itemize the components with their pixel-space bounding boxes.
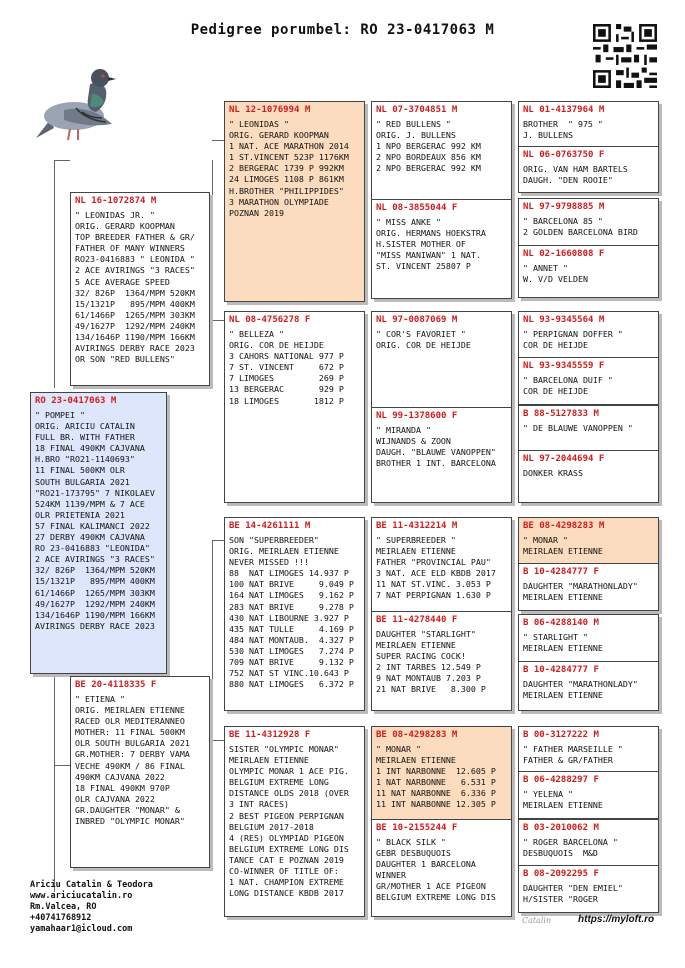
pigeon-details: SON "SUPERBREEDER" ORIG. MEIRLAEN ETIENNE NEVER MISSED !!! 88 NAT LIMOGES 14.937 P 100 NAT BRIVE 9.049 P 164 NAT LIMOGES 9.162 P 283 NAT BRIVE 9.278 P 430 NAT LIBOURNE 3.927 P 435 NAT TULLE 4.169 P 484 NAT MONTAUB. 4.327 P 530 NAT LIMOGES 7.274 P 709 NAT BRIVE 9.132 P 752 NAT ST VINC.10.643 P 880 NAT LIMOGES 6.372 P: [229, 535, 354, 690]
ring-number: B 06-4288297 F: [523, 775, 599, 785]
pigeon-details: " BLACK SILK " GEBR DESBUQUOIS DAUGHTER 1 BARCELONA WINNER GR/MOTHER 1 ACE PIGEON BELGIUM EXTREME LONG DIS: [376, 837, 496, 903]
signature: Catalin: [522, 916, 552, 925]
pigeon-details: " COR'S FAVORIET " ORIG. COR DE HEIJDE: [376, 329, 471, 351]
owner-contact: Ariciu Catalin & Teodora www.ariciucatalin.ro Rm.Valcea, RO +40741768912 yamahaar1@icloud.com: [30, 880, 153, 934]
ring-number: B 10-4284777 F: [523, 567, 599, 577]
column5-block-1: [518, 101, 659, 193]
ring-number: BE 08-4298283 M: [523, 521, 605, 531]
connector-line: [54, 674, 55, 892]
dam-card[interactable]: [70, 676, 210, 868]
ring-number: BE 14-4261111 M: [229, 521, 311, 531]
page-title: Pedigree porumbel: RO 23-0417063 M: [190, 22, 495, 38]
ring-number: NL 07-3704851 M: [376, 105, 458, 115]
connector-line: [54, 160, 70, 161]
ring-number: BE 11-4278440 F: [376, 615, 458, 625]
pigeon-card[interactable]: [519, 866, 658, 912]
pigeon-details: " POMPEI " ORIG. ARICIU CATALIN FULL BR. WITH FATHER 18 FINAL 490KM CAJVANA H.BRO "RO21-1140693" 11 FINAL 500KM OLR SOUTH BULGARIA 2021 "RO21-173795" 7 NIKOLAEV 524KM 1139/MPM & 7 ACE OLR PRIETENIA 2021 57 FINAL KALIMANCI 2022 27 DERBY 490KM CAJVANA RO 23-0416883 "LEONIDA" 2 ACE AVIRINGS "3 RACES" 32/ 826P 1364/MPM 520KM 15/1321P 895/MPM 400KM 61/1466P 1265/MPM 303KM 49/1627P 1292/MPM 240KM 134/1646P 1190/MPM 166KM AVIRINGS DERBY RACE 2023: [35, 410, 155, 631]
pigeon-card[interactable]: [372, 727, 511, 819]
pigeon-card[interactable]: [519, 662, 658, 710]
pigeon-card[interactable]: [519, 102, 658, 146]
ring-number: BE 10-2155244 F: [376, 823, 458, 833]
dam-sire-card[interactable]: [224, 517, 365, 711]
pigeon-card[interactable]: [519, 358, 658, 404]
sire-card[interactable]: [70, 192, 210, 386]
column5-block-8: [518, 819, 659, 913]
connector-line: [212, 740, 224, 741]
connector-line: [212, 540, 224, 541]
ring-number: NL 01-4137964 M: [523, 105, 605, 115]
connector-line: [212, 540, 213, 740]
pigeon-details: " BARCELONA DUIF " COR DE HEIJDE: [523, 375, 613, 397]
ring-number: BE 20-4118335 F: [75, 680, 157, 690]
column4-block-2: [371, 311, 512, 503]
ring-number: NL 12-1076994 M: [229, 105, 311, 115]
connector-line: [54, 765, 70, 766]
ring-number: NL 97-0087069 M: [376, 315, 458, 325]
column5-block-7: [518, 726, 659, 819]
pigeon-details: " FATHER MARSEILLE " FATHER & GR/FATHER: [523, 744, 623, 766]
pigeon-details: DONKER KRASS: [523, 468, 583, 478]
pigeon-card[interactable]: [519, 312, 658, 357]
pigeon-card[interactable]: [372, 312, 511, 407]
column5-block-3: [518, 311, 659, 405]
pigeon-card[interactable]: [519, 772, 658, 818]
website-link[interactable]: https://myloft.ro: [578, 914, 655, 925]
connector-line: [212, 320, 224, 321]
dam-dam-card[interactable]: [224, 726, 365, 917]
ring-number: B 10-4284777 F: [523, 665, 599, 675]
pigeon-card[interactable]: [519, 451, 658, 502]
pigeon-details: " MISS ANKE " ORIG. HERMANS HOEKSTRA H.SISTER MOTHER OF "MISS MANIWAN" 1 NAT. ST. VINCENT 25807 P: [376, 217, 486, 272]
column5-block-2: [518, 198, 659, 298]
ring-number: RO 23-0417063 M: [35, 396, 117, 406]
column4-block-4: [371, 726, 512, 917]
connector-line: [54, 160, 55, 388]
pigeon-details: " ROGER BARCELONA " DESBUQUOIS M&D: [523, 837, 618, 859]
pigeon-details: SISTER "OLYMPIC MONAR" MEIRLAEN ETIENNE OLYMPIC MONAR 1 ACE PIG. BELGIUM EXTREME LONG DISTANCE OLDS 2018 (OVER 3 INT RACES) 2 BEST PIGEON PERPIGNAN BELGIUM 2017-2018 4 (RES) OLYMPIAD PIGEON BELGIUM EXTREME LONG DIS TANCE CAT E POZNAN 2019 CO-WINNER OF TITLE OF: 1 NAT. CHAMPION EXTREME LONG DISTANCE KBDB 2017: [229, 744, 349, 899]
pigeon-card[interactable]: [372, 518, 511, 611]
pigeon-card[interactable]: [519, 518, 658, 563]
pigeon-details: " MONAR " MEIRLAEN ETIENNE 1 INT NARBONNE 12.605 P 1 NAT NARBONNE 6.531 P 11 NAT NARBONNE 6.336 P 11 INT NARBONNE 12.305 P: [376, 744, 496, 810]
pigeon-card[interactable]: [372, 612, 511, 710]
ring-number: BE 11-4312214 M: [376, 521, 458, 531]
ring-number: BE 08-4298283 M: [376, 730, 458, 740]
column4-block-1: [371, 101, 512, 299]
pigeon-details: DAUGHTER "DEN EMIEL" H/SISTER "ROGER: [523, 883, 623, 905]
pigeon-card[interactable]: [519, 820, 658, 865]
pigeon-card[interactable]: [519, 147, 658, 192]
pigeon-details: " RED BULLENS " ORIG. J. BULLENS 1 NPO BERGERAC 992 KM 2 NPO BORDEAUX 856 KM 2 NPO BERGERAC 992 KM: [376, 119, 481, 174]
pigeon-details: DAUGHTER "MARATHONLADY" MEIRLAEN ETIENNE: [523, 581, 638, 603]
pigeon-details: " LEONIDAS JR. " ORIG. GERARD KOOPMAN TOP BREEDER FATHER & GR/ FATHER OF MANY WINNERS RO23-0416883 " LEONIDA " 2 ACE AVIRINGS "3 RACES" 5 ACE AVERAGE SPEED 32/ 826P 1364/MPM 520KM 15/1321P 895/MPM 400KM 61/1466P 1265/MPM 303KM 49/1627P 1292/MPM 240KM 134/1646P 1190/MPM 166KM AVIRINGS DERBY RACE 2023 OR SON "RED BULLENS": [75, 210, 195, 365]
column5-block-6: [518, 614, 659, 711]
pigeon-details: " MIRANDA " WIJNANDS & ZOON DAUGH. "BLAUWE VANOPPEN" BROTHER 1 INT. BARCELONA: [376, 425, 496, 469]
pigeon-details: " YELENA " MEIRLAEN ETIENNE: [523, 789, 603, 811]
subject-card[interactable]: [30, 392, 167, 674]
pigeon-details: " LEONIDAS " ORIG. GERARD KOOPMAN 1 NAT. ACE MARATHON 2014 1 ST.VINCENT 523P 1176KM 2 BERGERAC 1739 P 992KM 24 LIMOGES 1108 P 861KM H.BROTHER "PHILIPPIDES" 3 MARATHON OLYMPIADE POZNAN 2019: [229, 119, 349, 218]
ring-number: NL 16-1072874 M: [75, 196, 157, 206]
ring-number: B 08-2092295 F: [523, 869, 599, 879]
sire-sire-card[interactable]: [224, 101, 365, 302]
ring-number: NL 93-9345559 F: [523, 361, 605, 371]
ring-number: B 00-3127222 M: [523, 730, 599, 740]
ring-number: B 03-2010062 M: [523, 823, 599, 833]
pigeon-card[interactable]: [519, 727, 658, 771]
pigeon-details: ORIG. VAN HAM BARTELS DAUGH. "DEN ROOIE": [523, 164, 628, 186]
pigeon-details: " ANNET " W. V/D VELDEN: [523, 263, 588, 285]
ring-number: NL 99-1378600 F: [376, 411, 458, 421]
pigeon-details: " PERPIGNAN DOFFER " COR DE HEIJDE: [523, 329, 623, 351]
ring-number: NL 08-3855044 F: [376, 203, 458, 213]
pigeon-image: [30, 58, 126, 144]
pigeon-card[interactable]: [372, 200, 511, 298]
pigeon-details: " BELLEZA " ORIG. COR DE HEIJDE 3 CAHORS NATIONAL 977 P 7 ST. VINCENT 672 P 7 LIMOGES 269 P 13 BERGERAC 929 P 18 LIMOGES 1812 P: [229, 329, 344, 406]
pigeon-card[interactable]: [372, 408, 511, 502]
pigeon-details: " DE BLAUWE VANOPPEN ": [523, 423, 633, 433]
ring-number: NL 06-0763750 F: [523, 150, 605, 160]
connector-line: [212, 160, 213, 320]
ring-number: B 88-5127833 M: [523, 409, 599, 419]
pigeon-card[interactable]: [372, 102, 511, 199]
column5-block-5: [518, 517, 659, 611]
pigeon-card[interactable]: [519, 246, 658, 297]
column5-block-4: [518, 405, 659, 503]
column4-block-3: [371, 517, 512, 711]
ring-number: NL 02-1660808 F: [523, 249, 605, 259]
pigeon-details: " MONAR " MEIRLAEN ETIENNE: [523, 535, 603, 557]
pigeon-card[interactable]: [519, 564, 658, 610]
connector-line: [212, 140, 224, 141]
ring-number: B 06-4288140 M: [523, 618, 599, 628]
ring-number: NL 93-9345564 M: [523, 315, 605, 325]
ring-number: NL 97-2044694 F: [523, 454, 605, 464]
qr-code-icon: [593, 24, 657, 88]
pigeon-card[interactable]: [372, 820, 511, 916]
pigeon-details: DAUGHTER "STARLIGHT" MEIRLAEN ETIENNE SUPER RACING COCK! 2 INT TARBES 12.549 P 9 NAT MONTAUB 7.203 P 21 NAT BRIVE 8.300 P: [376, 629, 486, 695]
pigeon-card[interactable]: [519, 406, 658, 450]
pigeon-details: " SUPERBREEDER " MEIRLAEN ETIENNE FATHER "PROVINCIAL PAU" 3 NAT. ACE ELD KBDB 2017 11 NAT ST.VINC. 3.053 P 7 NAT PERPIGNAN 1.630 P: [376, 535, 496, 601]
ring-number: NL 08-4756278 F: [229, 315, 311, 325]
ring-number: BE 11-4312928 F: [229, 730, 311, 740]
pigeon-details: " STARLIGHT " MEIRLAEN ETIENNE: [523, 632, 603, 654]
pigeon-card[interactable]: [519, 199, 658, 245]
pigeon-details: " BARCELONA 85 " 2 GOLDEN BARCELONA BIRD: [523, 216, 638, 238]
pigeon-details: " ETIENA " ORIG. MEIRLAEN ETIENNE RACED OLR MEDITERANNEO MOTHER: 11 FINAL 500KM OLR SOUTH BULGARIA 2021 GR.MOTHER: 7 DERBY VAMA VECHE 490KM / 86 FINAL 490KM CAJVANA 2022 18 FINAL 490KM 970P OLR CAJVANA 2022 GR.DAUGHTER "MONAR" & INBRED "OLYMPIC MONAR": [75, 694, 190, 827]
pigeon-details: DAUGHTER "MARATHONLADY" MEIRLAEN ETIENNE: [523, 679, 638, 701]
ring-number: NL 97-9798885 M: [523, 202, 605, 212]
sire-dam-card[interactable]: [224, 311, 365, 503]
pigeon-card[interactable]: [519, 615, 658, 661]
pigeon-details: BROTHER " 975 " J. BULLENS: [523, 119, 603, 141]
